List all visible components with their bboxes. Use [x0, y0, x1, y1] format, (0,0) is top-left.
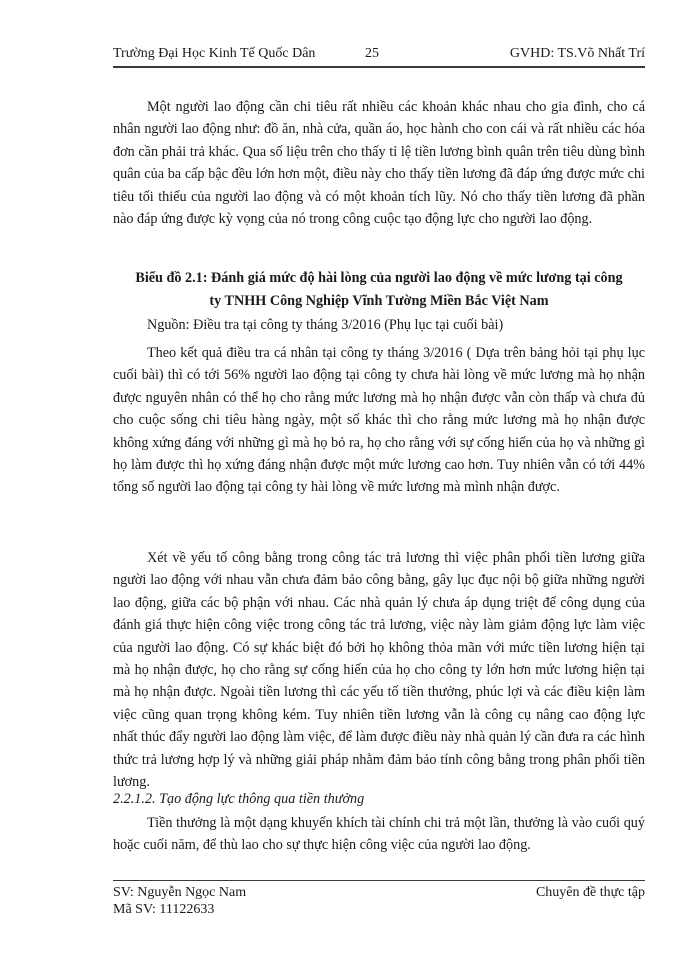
chart-caption	[113, 267, 645, 313]
header-advisor: GVHD: TS.Võ Nhất Trí	[509, 46, 645, 61]
source-note: Nguồn: Điều tra tại công ty tháng 3/2016 (Phụ lục tại cuối bài)	[147, 317, 504, 333]
survey-paragraph: Theo kết quả điều tra cá nhân tại công ty tháng 3/2016 ( Dựa trên bảng hỏi tại phụ lục cuối bài) thì có tới 56% người lao động tại công ty chưa hài lòng về mức lương mà họ nhận được nguyên nhân có thể họ cho rằng mức lương mà họ nhận được vẫn còn thấp và chưa đủ cho cuộc sống chi tiêu hàng ngày, một số khác thì cho rằng mức lương mà họ nhận được không xứng đáng với những gì mà họ bỏ ra, họ cho rằng với sự cống hiến của họ và những gì họ làm được thì họ xứng đáng nhận được một mức lương cao hơn. Tuy nhiên vẫn có tới 44% tổng số người lao động tại công ty hài lòng về mức lương mà mình nhận được.	[113, 345, 645, 496]
fairness-paragraph: Xét về yếu tố công bằng trong công tác trả lương thì việc phân phối tiền lương giữa người lao động với nhau vẫn chưa đảm bảo công bằng, gây lục đục nội bộ giữa những người lao động, giữa các bộ phận với nhau. Các nhà quản lý chưa áp dụng triệt để công dụng của đánh giá thực hiện công việc trong công tác trả lương, việc này làm giảm động lực làm việc của người lao động. Có sự khác biệt đó bởi họ không thỏa mãn với mức tiền lương hiện tại mà họ nhận được, họ cho rằng sự cống hiến của họ cho công ty lớn hơn mức lương hiện tại mà họ nhận được. Ngoài tiền lương thì các yếu tố tiền thưởng, phúc lợi và các điều kiện làm việc cũng quan trọng không kém. Tuy nhiên tiền lương vẫn là công cụ nâng cao động lực nhất thúc đẩy người lao động làm việc, để làm được điều này nhà quản lý cần đưa ra các hình thức trả lương hợp lý và những giải pháp nhằm đảm bảo tính công bằng trong phân phối tiền lương.	[113, 550, 645, 791]
fairness-section	[113, 547, 645, 793]
caption-line-1: Biểu đồ 2.1: Đánh giá mức độ hài lòng của người lao động về mức lương tại công	[135, 270, 623, 286]
bonus-paragraph: Tiền thưởng là một dạng khuyến khích tài chính chi trả một lần, thưởng là vào cuối quý hoặc cuối năm, để thù lao cho sự thực hiện công việc của người lao động.	[113, 815, 645, 854]
footer-student: SV: Nguyễn Ngọc Nam	[113, 885, 247, 900]
page-header	[113, 40, 645, 68]
header-school: Trường Đại Học Kinh Tế Quốc Dân	[113, 46, 316, 61]
survey-section	[113, 342, 645, 499]
page-footer	[113, 880, 645, 918]
section-subheading: 2.2.1.2. Tạo động lực thông qua tiền thưởng	[113, 791, 365, 807]
intro-section	[113, 96, 645, 230]
bonus-section	[113, 812, 645, 857]
caption-line-2: ty TNHH Công Nghiệp Vĩnh Tường Miền Bắc Việt Nam	[209, 293, 549, 309]
footer-report-type: Chuyên đề thực tập	[535, 885, 645, 900]
intro-paragraph: Một người lao động cần chi tiêu rất nhiều các khoản khác nhau cho gia đình, cho cá nhân người lao động như: đồ ăn, nhà cửa, quần áo, học hành cho con cái và rất nhiều các hóa đơn cần phải trả khác. Qua số liệu trên cho thấy tỉ lệ tiền lương bình quân trên tiêu dùng bình quân của ba cấp bậc đều lớn hơn một, điều này cho thấy tiền lương đã đáp ứng được mức chi tiêu tối thiểu của người lao động và có một khoản tích lũy. Nó cho thấy tiền lương đã phần nào đáp ứng được kỳ vọng của nó trong công cuộc tạo động lực cho người lao động.	[113, 99, 645, 228]
footer-student-id: Mã SV: 11122633	[113, 902, 215, 917]
header-page-number: 25	[365, 46, 379, 61]
